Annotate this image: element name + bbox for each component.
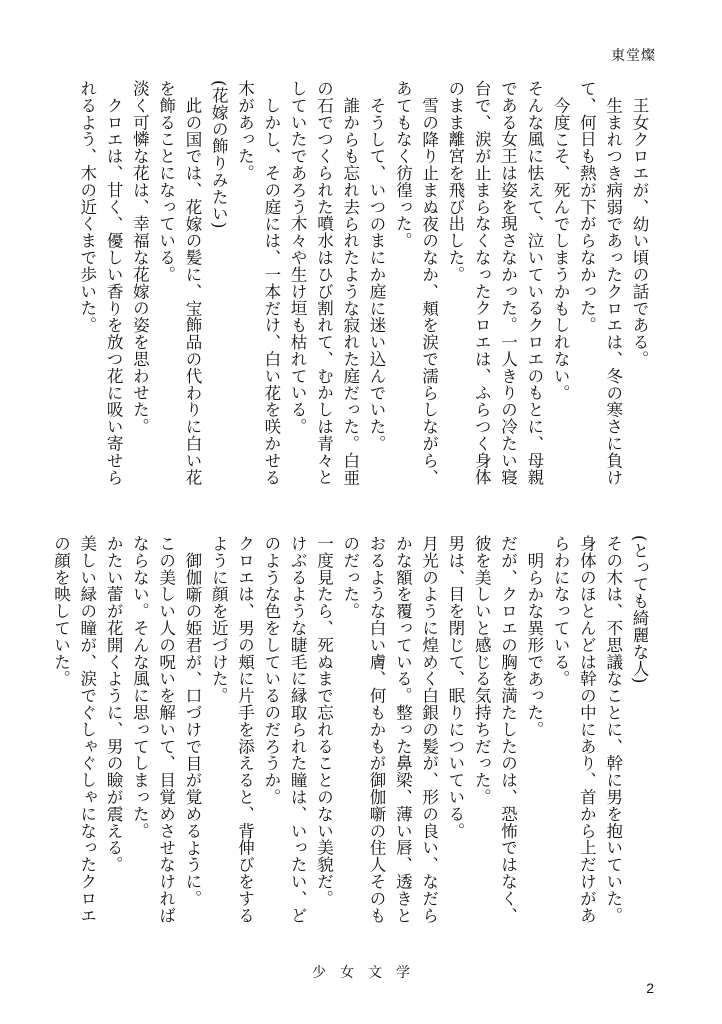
paragraph: けぶるような睫毛に縁取られた瞳は、いったい、どのような色をしているのだろうか。 bbox=[261, 535, 308, 924]
paragraph: その木は、不思議なことに、幹に男を抱いていた。 bbox=[603, 535, 623, 924]
paragraph: 今度こそ、死んでしまうかもしれない。 bbox=[551, 96, 571, 401]
paragraph: 淡く可憐な花は、幸福な花嫁の姿を思わせた。 bbox=[130, 80, 150, 435]
paragraph: 王女クロエが、幼い頃の話である。 bbox=[630, 96, 649, 367]
paragraph: クロエは、甘く、優しい香りを放つ花に吸い寄せられるよう、木の近くまで歩いた。 bbox=[77, 80, 124, 486]
paragraph: かたい蕾が花開くように、男の瞼が震える。 bbox=[104, 535, 124, 873]
paragraph: (とっても綺麗な人) bbox=[630, 535, 649, 684]
paragraph: だが、クロエの胸を満たしたのは、恐怖ではなく、彼を美しいと感じる気持ちだった。 bbox=[472, 535, 518, 924]
paragraph: 身体のほとんどは幹の中にあり、首から上だけがあらわになっている。 bbox=[551, 535, 597, 924]
lower-text-block bbox=[51, 535, 652, 940]
paragraph: 美しい緑の瞳が、涙でぐしゃぐしゃになったクロエの顔を映していた。 bbox=[51, 535, 97, 924]
paragraph: (花嫁の飾りみたい) bbox=[209, 80, 229, 229]
paragraph: 男は、目を閉じて、眠りについている。 bbox=[445, 535, 465, 840]
upper-text-block bbox=[72, 80, 652, 500]
paragraph: クロエは、男の頬に片手を添えると、背伸びをするように顔を近づけた。 bbox=[209, 535, 255, 924]
paragraph: そうして、いつのまにか庭に迷い込んでいた。 bbox=[367, 96, 387, 452]
page-number: 2 bbox=[646, 980, 654, 996]
paragraph: この美しい人の呪いを解いて、目覚めさせなければならない。そんな風に思ってしまった。 bbox=[130, 535, 176, 924]
paragraph: 明らかな異形であった。 bbox=[524, 551, 544, 738]
paragraph: 此の国では、花嫁の髪に、宝飾品の代わりに白い花を飾ることになっている。 bbox=[156, 80, 202, 486]
author-name: 東堂燦 bbox=[611, 48, 656, 64]
paragraph: 一度見たら、死ぬまで忘れることのない美貌だ。 bbox=[314, 535, 334, 907]
paragraph: 御伽噺の姫君が、口づけで目が覚めるように。 bbox=[182, 551, 202, 907]
paragraph: そんな風に怯えて、泣いているクロエのもとに、母親である女王は姿を現さなかった。一人きりの冷たい寝台で、涙が止まらなくなったクロエは、ふらつく身体のまま離宮を飛び出した。 bbox=[445, 80, 544, 486]
magazine-title: 少女文学 bbox=[312, 965, 424, 981]
paragraph: しかし、その庭には、一本だけ、白い花を咲かせる木があった。 bbox=[235, 80, 281, 486]
paragraph: 誰からも忘れ去られたような寂れた庭だった。白亜の石でつくられた噴水はひび割れて、むかしは青々としていたであろう木々や生け垣も枯れている。 bbox=[288, 80, 360, 486]
paragraph: 月光のように煌めく白銀の髪が、形の良い、なだらかな額を覆っている。整った鼻梁、薄い唇、透きとおるような白い膚、何もかもが御伽噺の住人そのものだった。 bbox=[340, 535, 439, 924]
paragraph: 雪の降り止まぬ夜のなか、頬を涙で濡らしながら、あてもなく彷徨った。 bbox=[393, 80, 439, 486]
paragraph: 生まれつき病弱であったクロエは、冬の寒さに負けて、何日も熱が下がらなかった。 bbox=[577, 80, 623, 486]
